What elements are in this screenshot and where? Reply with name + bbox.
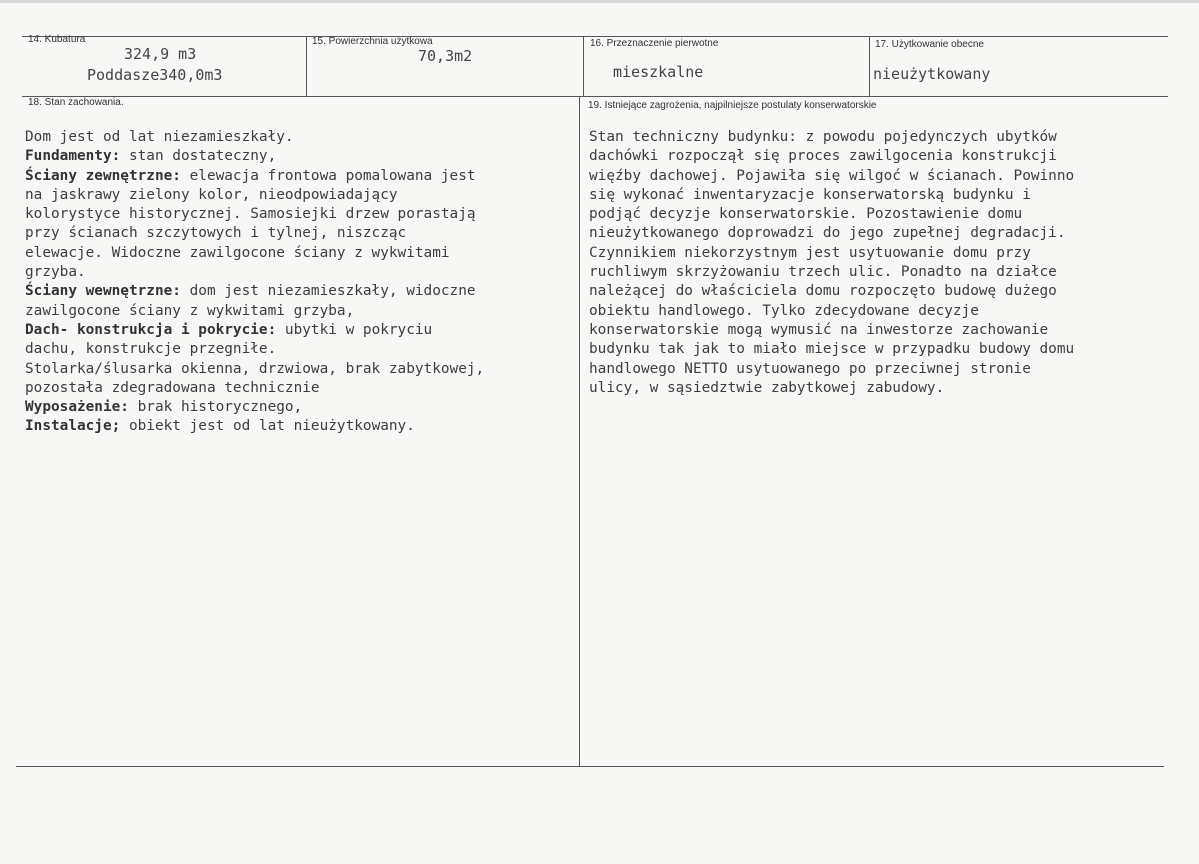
field-18-line: [25, 360, 484, 379]
field-18-line-text: stan dostateczny,: [120, 148, 277, 165]
field-18-line-text: na jaskrawy zielony kolor, nieodpowiadający: [25, 186, 398, 203]
field-18-line: [25, 398, 484, 417]
field-18-line-text: kolorystyce historycznej. Samosiejki drzew porastają: [25, 206, 476, 223]
field-18-line-heading: Wyposażenie:: [25, 399, 129, 416]
field-19-line: więźby dachowej. Pojawiła się wilgoć w ścianach. Powinno: [589, 167, 1075, 184]
field-18-line: [25, 186, 484, 205]
field-19-text: [589, 128, 1074, 398]
field-19-line: obiektu handlowego. Tylko zdecydowane decyzje: [589, 302, 979, 319]
field-18-text: [25, 128, 484, 437]
field-14-value-2: Poddasze340,0m3: [87, 66, 223, 84]
card-top-edge: [0, 0, 1199, 3]
field-19-line: konserwatorskie mogą wymusić na inwestorze zachowanie: [589, 321, 1049, 338]
bottom-rule: [16, 766, 1164, 767]
field-18-line-text: elewacja frontowa pomalowana jest: [180, 167, 476, 184]
field-19-line: ruchliwym skrzyżowaniu trzech ulic. Ponadto na działce: [589, 264, 1057, 281]
field-18-line-heading: Ściany wewnętrzne:: [25, 283, 181, 300]
field-18-line-text: zawilgocone ściany z wykwitami grzyba,: [25, 302, 355, 319]
field-18-line: [25, 417, 484, 436]
field-18-line-text: obiekt jest od lat nieużytkowany.: [120, 418, 415, 435]
field-18-line: [25, 263, 484, 282]
field-19-label: 19. Istniejące zagrożenia, najpilniejsze postulaty konserwatorskie: [588, 100, 877, 111]
field-19-line: podjąć decyzje konserwatorskie. Pozostawienie domu: [589, 206, 1023, 223]
field-18-line-text: Dom jest od lat niezamieszkały.: [25, 129, 294, 145]
top-rule: [22, 36, 1168, 37]
field-19-line: dachówki rozpoczął się proces zawilgocenia konstrukcji: [589, 148, 1057, 165]
field-18-line-text: dom jest niezamieszkały, widoczne: [180, 283, 476, 300]
field-18-line-text: pozostała zdegradowana technicznie: [25, 379, 320, 396]
field-18-line-text: elewacje. Widoczne zawilgocone ściany z wykwitami: [25, 244, 450, 261]
header-bottom-rule: [22, 96, 1168, 97]
field-18-line-text: grzyba.: [25, 264, 86, 281]
field-17-value: nieużytkowany: [873, 65, 991, 83]
field-19-line: budynku tak jak to miało miejsce w przypadku budowy domu: [589, 341, 1075, 358]
field-19-line: się wykonać inwentaryzacje konserwatorską budynku i: [589, 186, 1031, 203]
field-15-value: 70,3m2: [418, 47, 473, 65]
field-18-line: [25, 302, 484, 321]
field-19-line: ulicy, w sąsiedztwie zabytkowej zabudowy.: [589, 379, 945, 396]
field-18-line: [25, 224, 484, 243]
field-18-line: [25, 340, 484, 359]
field-18-line: [25, 147, 484, 166]
field-18-line-heading: Instalacje;: [25, 418, 121, 435]
field-17-label: 17. Użytkowanie obecne: [875, 39, 984, 50]
field-16-value: mieszkalne: [613, 63, 704, 81]
divider-18-19: [579, 96, 580, 766]
field-18-line: [25, 167, 484, 186]
field-15-label: 15. Powierzchnia użytkowa: [312, 36, 433, 47]
field-18-line: [25, 379, 484, 398]
field-19-line: nieużytkowanego doprowadzi do jego zupełnej degradacji.: [589, 225, 1066, 242]
field-18-line: [25, 282, 484, 301]
field-18-line: [25, 128, 484, 147]
field-18-line-text: brak historycznego,: [128, 399, 303, 416]
field-18-line-heading: Dach- konstrukcja i pokrycie:: [25, 321, 277, 338]
divider-14-15: [306, 36, 307, 96]
field-18-line-text: ubytki w pokryciu: [276, 321, 433, 338]
field-18-line: [25, 244, 484, 263]
field-18-line: [25, 205, 484, 224]
field-18-line-heading: Ściany zewnętrzne:: [25, 167, 181, 184]
field-19-line: handlowego NETTO usytuowanego po przeciwnej stronie: [589, 360, 1031, 377]
field-18-line-text: przy ścianach szczytowych i tylnej, niszcząc: [25, 225, 407, 242]
field-18-line-heading: Fundamenty:: [25, 148, 121, 165]
field-14-label: 14. Kubatura: [28, 34, 86, 45]
field-16-label: 16. Przeznaczenie pierwotne: [590, 38, 719, 49]
field-19-line: należącej do właściciela domu rozpoczęto budowę dużego: [589, 283, 1057, 300]
field-18-line: [25, 321, 484, 340]
field-18-line-text: Stolarka/ślusarka okienna, drzwiowa, brak zabytkowej,: [25, 360, 485, 377]
field-19-line: Czynnikiem niekorzystnym jest usytuowanie domu przy: [589, 244, 1031, 261]
field-14-value-1: 324,9 m3: [124, 45, 197, 63]
field-18-label: 18. Stan zachowania.: [28, 97, 124, 108]
divider-16-17: [869, 36, 870, 96]
field-19-line: Stan techniczny budynku: z powodu pojedynczych ubytków: [589, 129, 1057, 145]
field-18-line-text: dachu, konstrukcje przegniłe.: [25, 341, 277, 358]
divider-15-16: [583, 36, 584, 96]
